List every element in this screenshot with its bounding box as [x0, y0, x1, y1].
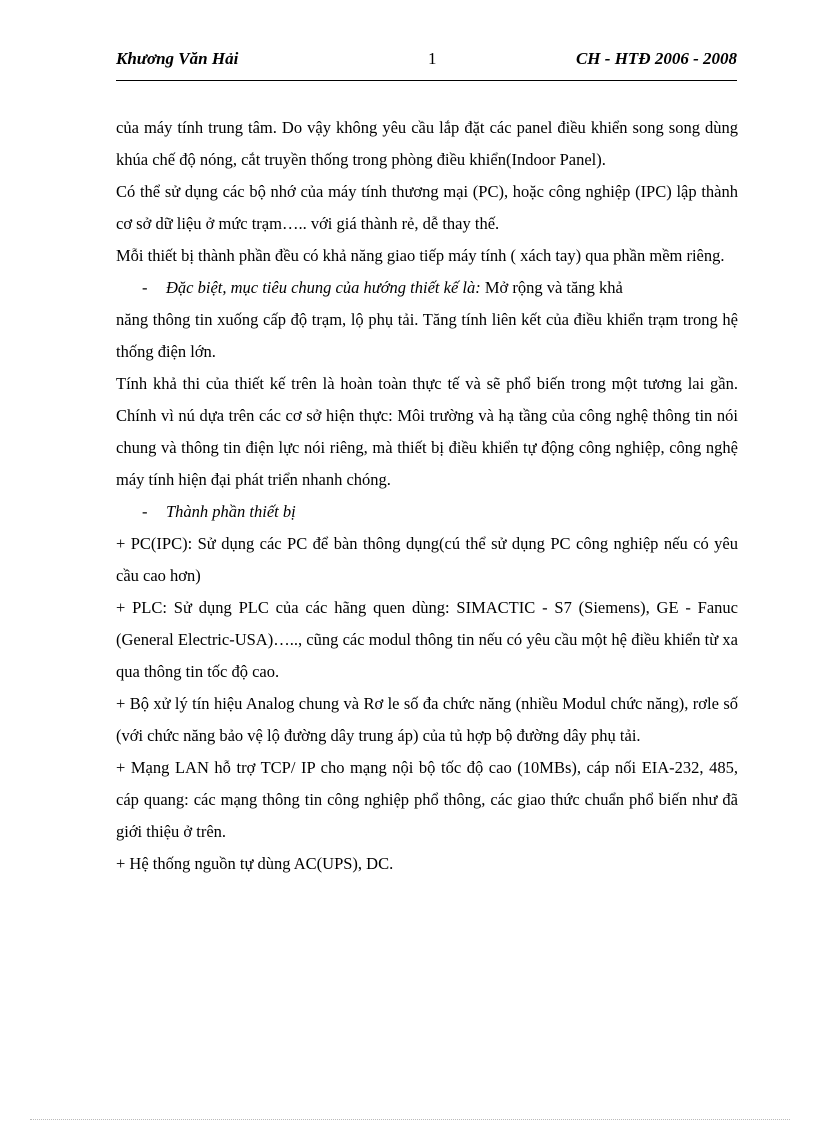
paragraph-control-panel: của máy tính trung tâm. Do vậy không yêu cầu lắp đặt các panel điều khiển song song dùng khúa chế độ nóng, cắt truyền thống trong phòng điều khiển(Indoor Panel). — [116, 118, 738, 169]
header-author: Khương Văn Hải — [116, 49, 239, 68]
bullet-components-heading: Thành phần thiết bị — [166, 502, 296, 521]
paragraph-laptop-interface: Mỗi thiết bị thành phần đều có khả năng giao tiếp máy tính ( xách tay) qua phần mềm riêng. — [116, 246, 725, 265]
page-header — [116, 49, 737, 73]
page-bottom-edge — [30, 1119, 790, 1120]
item-lan: + Mạng LAN hỗ trợ TCP/ IP cho mạng nội bộ tốc độ cao (10MBs), cáp nối EIA-232, 485, cáp quang: các mạng thông tin công nghiệp phổ thông, các giao thức chuẩn phổ biến như đã giới thiệu ở trên. — [116, 758, 738, 841]
header-page-number: 1 — [428, 49, 437, 68]
bullet-components — [116, 496, 738, 528]
bullet-design-goal-text: Mở rộng và tăng khả — [480, 278, 623, 297]
document-body — [116, 112, 738, 880]
paragraph-pc-memory: Có thể sử dụng các bộ nhớ của máy tính thương mại (PC), hoặc công nghiệp (IPC) lập thành cơ sở dữ liệu ở mức trạm….. với giá thành rẻ, dễ thay thế. — [116, 182, 738, 233]
bullet-dash: - — [142, 502, 148, 521]
item-pc-ipc: + PC(IPC): Sử dụng các PC để bàn thông dụng(cú thể sử dụng PC công nghiệp nếu có yêu cầu cao hơn) — [116, 534, 738, 585]
bullet-dash: - — [142, 278, 148, 297]
item-analog-relay: + Bộ xử lý tín hiệu Analog chung và Rơ le số đa chức năng (nhiều Modul chức năng), rơle số (với chức năng bảo vệ lộ đường dây trung áp) của tủ hợp bộ đường dây phụ tải. — [116, 694, 738, 745]
item-plc: + PLC: Sử dụng PLC của các hãng quen dùng: SIMACTIC - S7 (Siemens), GE - Fanuc (General Electric-USA)….., cũng các modul thông tin nếu có yêu cầu một hệ điều khiển từ xa qua thông tin tốc độ cao. — [116, 598, 738, 681]
header-course: CH - HTĐ 2006 - 2008 — [575, 49, 737, 68]
bullet-design-goal — [116, 272, 738, 304]
bullet-design-goal-heading: Đặc biệt, mục tiêu chung của hướng thiết kế là: — [166, 278, 481, 297]
paragraph-feasibility: Tính khả thi của thiết kế trên là hoàn toàn thực tế và sẽ phổ biến trong một tương lai gần. Chính vì nú dựa trên các cơ sở hiện thực: Môi trường và hạ tầng của công nghệ thông tin nói chung và thông tin điện lực nói riêng, mà thiết bị điều khiển tự động công nghiệp, công nghệ máy tính hiện đại phát triển nhanh chóng. — [116, 374, 738, 489]
item-power-supply: + Hệ thống nguồn tự dùng AC(UPS), DC. — [116, 854, 394, 873]
paragraph-design-goal-cont: năng thông tin xuống cấp độ trạm, lộ phụ tải. Tăng tính liên kết của điều khiển trạm trong hệ thống điện lớn. — [116, 310, 738, 361]
header-divider — [116, 80, 737, 81]
